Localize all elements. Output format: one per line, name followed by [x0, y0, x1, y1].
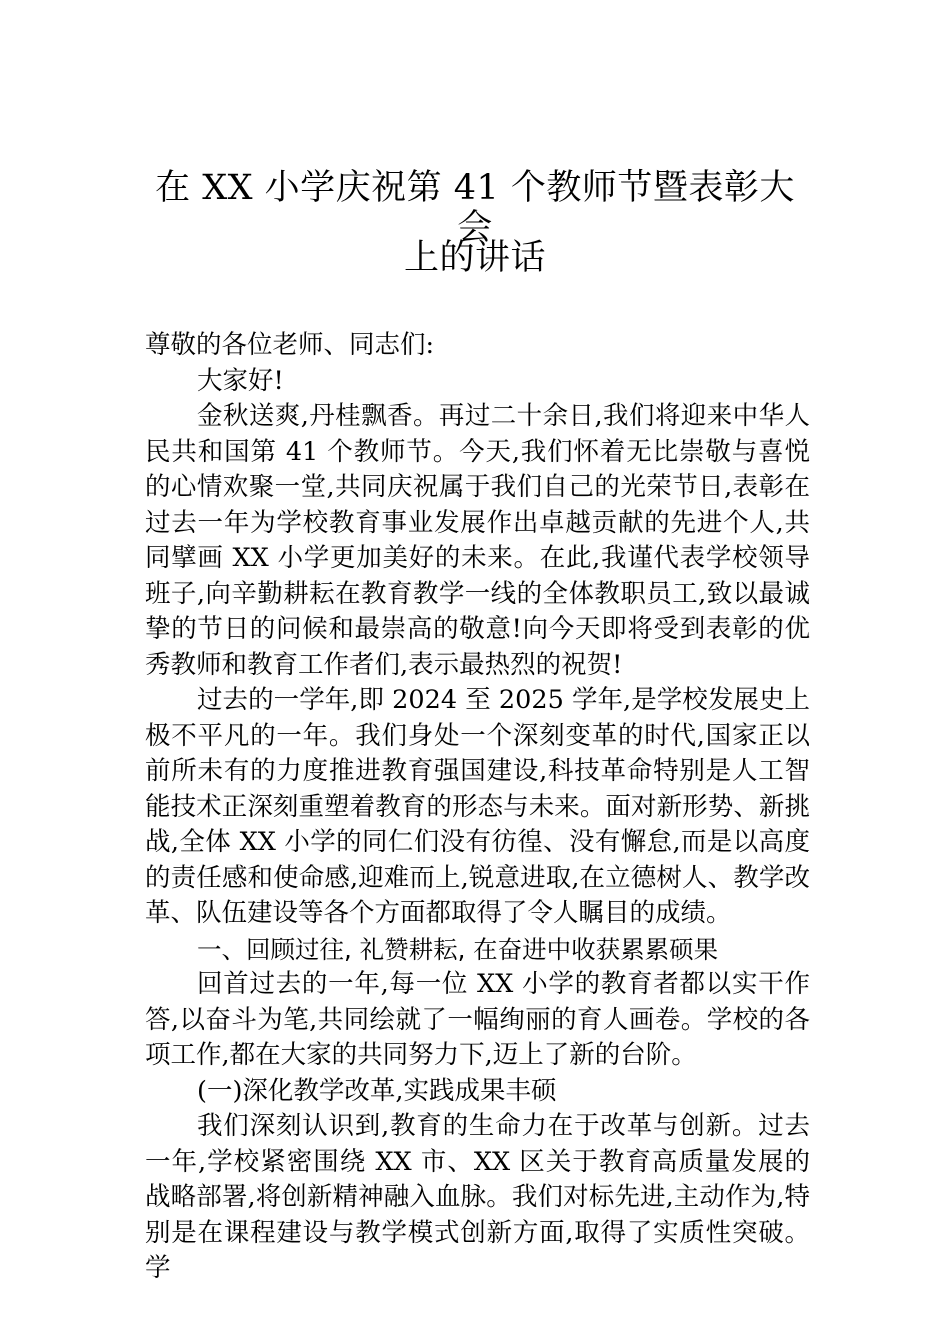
paragraph-opening: 金秋送爽,丹桂飘香。再过二十余日,我们将迎来中华人民共和国第 41 个教师节。今天,我们怀着无比崇敬与喜悦的心情欢聚一堂,共同庆祝属于我们自己的光荣节日,表彰在过去一年为学校教育事业发展作出卓越贡献的先进个人,共同擘画 XX 小学更加美好的未来。在此,我谨代表学校领导班子,向辛勤耕耘在教育教学一线的全体教职员工,致以最诚挚的节日的问候和最崇高的敬意!向今天即将受到表彰的优秀教师和教育工作者们,表示最热烈的祝贺!	[145, 401, 810, 680]
section-1-heading: 一、回顾过往, 礼赞耕耘, 在奋进中收获累累硕果	[197, 934, 719, 964]
salutation: 尊敬的各位老师、同志们:	[145, 330, 435, 360]
section-1-paragraph: 回首过去的一年,每一位 XX 小学的教育者都以实干作答,以奋斗为笔,共同绘就了一幅绚丽的育人画卷。学校的各项工作,都在大家的共同努力下,迈上了新的台阶。	[145, 969, 810, 1070]
paragraph-past-year: 过去的一学年,即 2024 至 2025 学年,是学校发展史上极不平凡的一年。我们身处一个深刻变革的时代,国家正以前所未有的力度推进教育强国建设,科技革命特别是人工智能技术正深刻重塑着教育的形态与未来。面对新形势、新挑战,全体 XX 小学的同仁们没有彷徨、没有懈怠,而是以高度的责任感和使命感,迎难而上,锐意进取,在立德树人、教学改革、队伍建设等各个方面都取得了令人瞩目的成绩。	[145, 685, 810, 928]
document-title-line-2: 上的讲话	[403, 238, 546, 278]
greeting: 大家好!	[197, 365, 284, 396]
subsection-1-paragraph: 我们深刻认识到,教育的生命力在于改革与创新。过去一年,学校紧密围绕 XX 市、XX 区关于教育高质量发展的战略部署,将创新精神融入血脉。我们对标先进,主动作为,特别是在课程建设与教学模式创新方面,取得了实质性突破。学	[145, 1111, 810, 1283]
document-body	[145, 328, 810, 1287]
document-title-line-1: 在 XX 小学庆祝第 41 个教师节暨表彰大会	[155, 168, 795, 248]
subsection-1-heading: (一)深化教学改革,实践成果丰硕	[197, 1075, 557, 1106]
